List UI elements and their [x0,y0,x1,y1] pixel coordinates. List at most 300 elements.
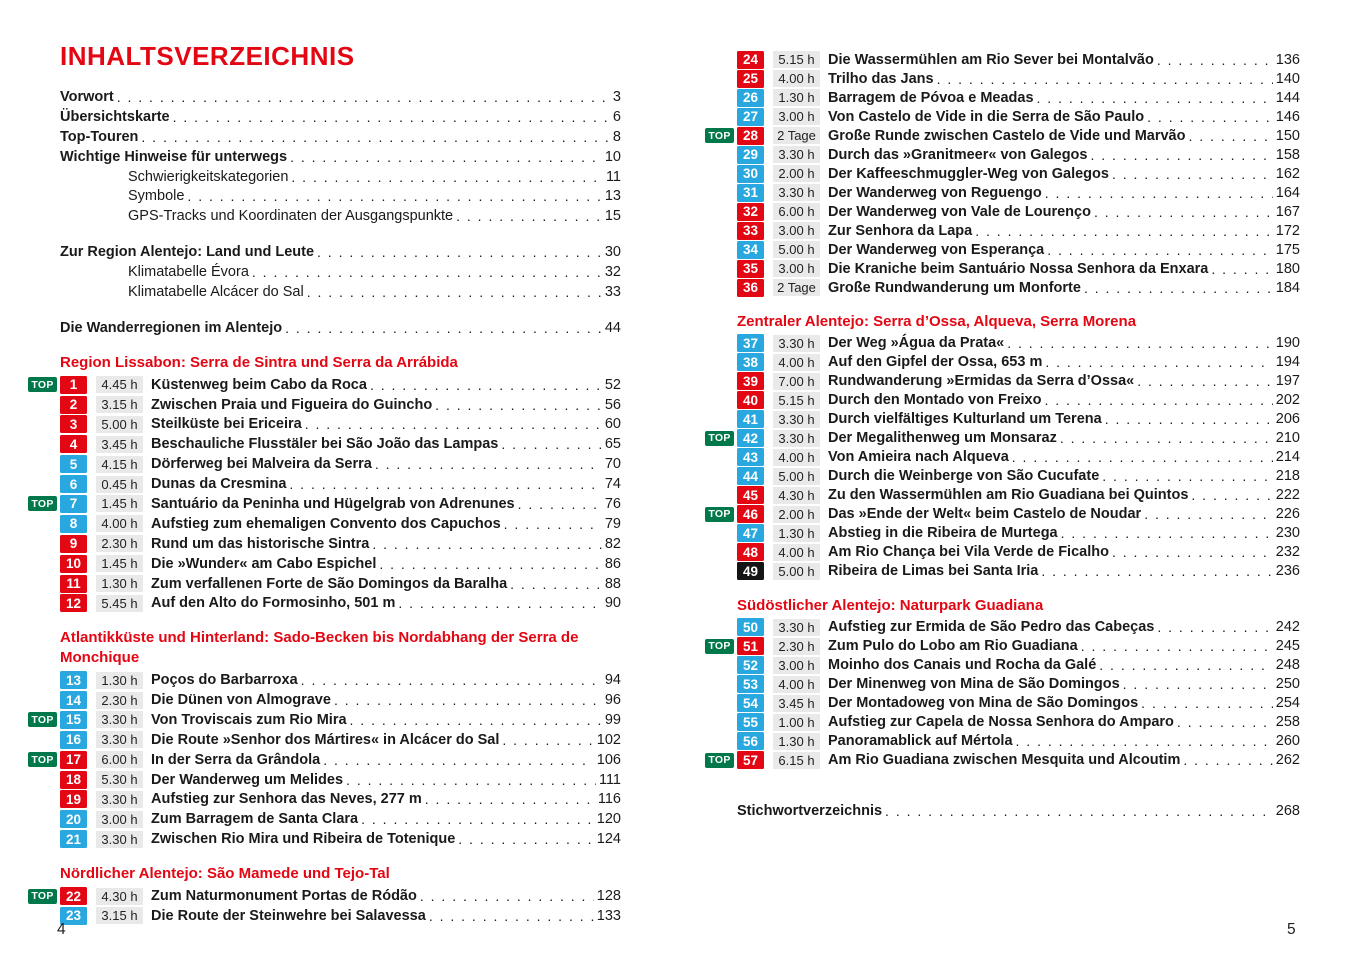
top-badge-slot [28,673,60,688]
tour-number-badge: 51 [737,637,764,655]
dot-leader [1157,52,1273,68]
tour-row [705,694,1300,713]
toc-entry-page: 8 [612,128,621,145]
tour-row [705,562,1300,581]
tour-title: Aufstieg zum ehemaligen Convento dos Capuchos [151,515,501,532]
top-badge-slot [705,109,737,124]
tour-title: Zum verfallenen Forte de São Domingos da Baralha [151,575,508,592]
toc-entry-page: 13 [604,188,621,205]
tour-page: 111 [598,771,621,788]
top-badge-slot [705,677,737,692]
toc-entry-label: Wichtige Hinweise für unterwegs [60,148,288,165]
tour-title: Moinho dos Canais und Rocha da Galé [828,657,1097,674]
tour-duration: 6.00 h [773,203,820,220]
dot-leader [1105,411,1273,427]
toc-entry-label: Übersichtskarte [60,108,170,125]
dot-leader [937,71,1273,87]
tour-duration: 5.45 h [96,595,143,612]
tour-title: Von Troviscais zum Rio Mira [151,711,347,728]
tour-number-badge: 14 [60,691,87,709]
tour-number-badge: 29 [737,146,764,164]
tour-duration: 3.00 h [773,657,820,674]
top-badge-slot [705,374,737,389]
tour-page: 214 [1275,449,1300,466]
tour-number-badge: 32 [737,203,764,221]
tour-row [705,334,1300,353]
tour-page: 206 [1275,411,1300,428]
tour-list [708,618,1300,770]
tour-row [28,434,621,454]
tour-title: Große Rundwanderung um Monforte [828,279,1081,296]
dot-leader [1037,90,1273,106]
tour-page: 136 [1275,51,1300,68]
tour-number-badge: 19 [60,790,87,808]
page-title: INHALTSVERZEICHNIS [60,41,355,71]
tour-row [705,145,1300,164]
tour-page: 245 [1275,638,1300,655]
top-badge-slot [28,457,60,472]
dot-leader [372,536,602,552]
tour-duration: 4.30 h [773,487,820,504]
toc-entry-page: 10 [604,148,621,165]
tour-row [705,278,1300,297]
dot-leader [301,672,602,688]
dot-leader [307,284,602,300]
tour-duration: 2 Tage [773,279,820,296]
dot-leader [1137,373,1273,389]
dot-leader [885,803,1273,819]
page-left [31,41,621,926]
tour-number-badge: 13 [60,671,87,689]
tour-page: 70 [604,456,621,473]
top-badge-slot [705,469,737,484]
tour-number-badge: 48 [737,543,764,561]
toc-entry [60,242,621,262]
tour-list [31,670,621,849]
dot-leader [323,752,594,768]
tour-number-badge: 22 [60,887,87,905]
tour-row [28,730,621,750]
toc-entry [60,87,621,107]
toc-entry [60,167,621,187]
dot-leader [398,595,602,611]
toc-entry [60,282,621,302]
tour-title: Aufstieg zur Senhora das Neves, 277 m [151,791,422,808]
tour-duration: 3.30 h [96,711,143,728]
toc-entry-page: 3 [612,88,621,105]
tour-row [28,395,621,415]
top-badge-slot [705,242,737,257]
tour-page: 116 [597,791,621,808]
tour-number-badge: 16 [60,731,87,749]
tour-page: 102 [596,731,621,748]
tour-duration: 3.30 h [96,831,143,848]
top-badge-slot [28,596,60,611]
tour-title: Der Kaffeeschmuggler-Weg von Galegos [828,165,1109,182]
top-badge-slot [705,715,737,730]
tour-duration: 1.30 h [773,733,820,750]
tour-list [708,50,1300,297]
tour-page: 254 [1275,695,1300,712]
tour-title: Die Route der Steinwehre bei Salavessa [151,907,426,924]
top-badge-slot [28,772,60,787]
top-badge: TOP [28,889,57,904]
dot-leader [117,89,610,105]
tour-number-badge: 49 [737,562,764,580]
tour-number-badge: 3 [60,415,87,433]
tour-title: Dunas da Cresmina [151,476,287,493]
toc-entry-page: 6 [612,108,621,125]
tour-duration: 6.15 h [773,752,820,769]
dot-leader [290,149,602,165]
toc-entry-page: 32 [604,264,621,281]
top-badge-slot [28,377,60,392]
top-badge-slot [28,752,60,767]
tour-title: Beschauliche Flusstäler bei São João das Lampas [151,436,499,453]
tour-title: Zwischen Rio Mira und Ribeira de Totenique [151,831,456,848]
top-badge-slot [705,128,737,143]
tour-row [705,88,1300,107]
page-right [708,50,1300,821]
top-badge-slot [705,753,737,768]
tour-duration: 1.45 h [96,495,143,512]
top-badge: TOP [28,496,57,511]
dot-leader [1144,506,1273,522]
tour-page: 202 [1275,392,1300,409]
tour-duration: 3.45 h [773,695,820,712]
tour-page: 82 [604,535,621,552]
dot-leader [291,169,603,185]
tour-page: 99 [604,711,621,728]
tour-title: Von Amieira nach Alqueva [828,449,1009,466]
tour-page: 236 [1275,563,1300,580]
tour-row [705,391,1300,410]
tour-title: Zum Barragem de Santa Clara [151,811,359,828]
dot-leader [1141,695,1273,711]
top-badge-slot [705,696,737,711]
top-badge-slot [28,516,60,531]
entry-list [737,802,1300,821]
tour-duration: 2.30 h [96,535,143,552]
top-badge-slot [705,90,737,105]
top-badge-slot [705,658,737,673]
tour-page: 175 [1275,241,1300,258]
tour-list [31,375,621,614]
tour-number-badge: 39 [737,372,764,390]
top-badge-slot [705,431,737,446]
tour-title: In der Serra da Grândola [151,751,321,768]
dot-leader [1191,487,1272,503]
entry-list [60,87,621,226]
tour-row [705,221,1300,240]
tour-duration: 5.00 h [96,416,143,433]
tour-number-badge: 34 [737,241,764,259]
tour-page: 197 [1275,373,1300,390]
tour-page: 167 [1275,203,1300,220]
tour-number-badge: 6 [60,475,87,493]
top-badge-slot [705,71,737,86]
tour-duration: 3.30 h [773,146,820,163]
toc-entry-label: Klimatabelle Alcácer do Sal [128,283,304,300]
tour-duration: 4.00 h [773,676,820,693]
tour-title: Der Megalithenweg um Monsaraz [828,430,1057,447]
tour-title: Rundwanderung »Ermidas da Serra d’Ossa« [828,373,1135,390]
tour-duration: 4.30 h [96,888,143,905]
tour-row [705,751,1300,770]
tour-row [705,259,1300,278]
tour-number-badge: 55 [737,713,764,731]
tour-row [28,474,621,494]
top-badge-slot [28,496,60,511]
tour-duration: 3.15 h [96,907,143,924]
tour-row [28,790,621,810]
top-badge-slot [705,545,737,560]
toc-entry-label: Die Wanderregionen im Alentejo [60,319,283,336]
tour-duration: 1.30 h [96,672,143,689]
tour-page: 162 [1275,165,1300,182]
tour-row [705,618,1300,637]
tour-duration: 5.00 h [773,563,820,580]
dot-leader [1112,166,1273,182]
tour-number-badge: 27 [737,108,764,126]
tour-row [705,353,1300,372]
dot-leader [379,556,602,572]
toc-entry-page: 33 [604,283,621,300]
tour-row [28,670,621,690]
dot-leader [1084,280,1273,296]
tour-row [28,534,621,554]
tour-title: Santuário da Peninha und Hügelgrab von Adrenunes [151,495,515,512]
tour-number-badge: 33 [737,222,764,240]
dot-leader [252,264,602,280]
tour-row [705,656,1300,675]
toc-entry [60,262,621,282]
top-badge: TOP [705,128,734,143]
tour-page: 248 [1275,657,1300,674]
tour-page: 140 [1275,70,1300,87]
tour-title: Aufstieg zur Capela de Nossa Senhora do Amparo [828,714,1174,731]
tour-number-badge: 20 [60,810,87,828]
top-badge: TOP [28,752,57,767]
section-heading: Südöstlicher Alentejo: Naturpark Guadiana [737,596,1044,614]
tour-number-badge: 8 [60,515,87,533]
dot-leader [1188,128,1272,144]
tour-row [28,710,621,730]
tour-duration: 4.00 h [773,449,820,466]
tour-page: 172 [1275,222,1300,239]
tour-title: Auf den Gipfel der Ossa, 653 m [828,354,1043,371]
tour-page: 144 [1275,89,1300,106]
dot-leader [501,436,602,452]
tour-page: 226 [1275,506,1300,523]
tour-row [28,690,621,710]
tour-duration: 6.00 h [96,751,143,768]
tour-duration: 5.15 h [773,392,820,409]
top-badge-slot [705,526,737,541]
tour-page: 120 [596,811,621,828]
tour-title: Das »Ende der Welt« beim Castelo de Noudar [828,506,1142,523]
tour-number-badge: 30 [737,165,764,183]
top-badge-slot [28,576,60,591]
tour-title: Küstenweg beim Cabo da Roca [151,376,367,393]
tour-title: Zwischen Praia und Figueira do Guincho [151,396,433,413]
dot-leader [285,320,602,336]
dot-leader [518,496,602,512]
tour-page: 79 [604,515,621,532]
tour-title: Die Dünen von Almograve [151,692,331,709]
toc-entry [60,147,621,167]
tour-title: Durch die Weinberge von São Cucufate [828,468,1100,485]
top-badge-slot [28,397,60,412]
section-heading: Zentraler Alentejo: Serra d’Ossa, Alqueva, Serra Morena [737,313,1137,330]
dot-leader [1177,714,1273,730]
top-badge: TOP [705,639,734,654]
toc-entry [60,107,621,127]
tour-duration: 1.30 h [773,89,820,106]
tour-title: Poços do Barbarroxa [151,672,298,689]
tour-row [28,594,621,614]
tour-row [28,829,621,849]
dot-leader [1041,563,1272,579]
tour-number-badge: 35 [737,260,764,278]
tour-number-badge: 15 [60,711,87,729]
tour-duration: 3.30 h [773,411,820,428]
dot-leader [1044,392,1272,408]
dot-leader [1123,676,1273,692]
top-badge: TOP [705,753,734,768]
tour-title: Ribeira de Limas bei Santa Iria [828,563,1039,580]
tour-number-badge: 10 [60,555,87,573]
toc-entry-page: 44 [604,319,621,336]
tour-page: 128 [596,888,621,905]
tour-duration: 3.30 h [96,791,143,808]
tour-duration: 3.00 h [96,811,143,828]
tour-title: Der Montadoweg von Mina de São Domingos [828,695,1139,712]
top-badge-slot [705,336,737,351]
tour-title: Steilküste bei Ericeira [151,416,302,433]
toc-entry-label: Stichwortverzeichnis [737,803,883,820]
tour-title: Am Rio Chança bei Vila Verde de Ficalho [828,544,1109,561]
tour-title: Barragem de Póvoa e Meadas [828,89,1034,106]
tour-page: 242 [1275,619,1300,636]
dot-leader [334,692,602,708]
tour-title: Der Minenweg von Mina de São Domingos [828,676,1120,693]
tour-duration: 2.00 h [773,506,820,523]
tour-number-badge: 43 [737,448,764,466]
tour-page: 180 [1275,260,1300,277]
top-badge-slot [705,166,737,181]
toc-entry [60,127,621,147]
tour-page: 218 [1275,468,1300,485]
page-number-right: 5 [1287,921,1296,938]
top-badge-slot [705,450,737,465]
dot-leader [1112,544,1273,560]
section-heading: Nördlicher Alentejo: São Mamede und Tejo-Tal [60,865,390,883]
tour-duration: 2.00 h [773,165,820,182]
dot-leader [1183,752,1272,768]
tour-duration: 7.00 h [773,373,820,390]
tour-number-badge: 17 [60,751,87,769]
tour-title: Der Wanderweg von Reguengo [828,184,1042,201]
tour-row [28,554,621,574]
tour-number-badge: 44 [737,467,764,485]
tour-title: Auf den Alto do Formosinho, 501 m [151,595,396,612]
right-page-content [708,50,1300,821]
tour-number-badge: 52 [737,656,764,674]
tour-page: 86 [604,555,621,572]
tour-number-badge: 23 [60,907,87,925]
tour-title: Rund um das historische Sintra [151,535,370,552]
tour-row [705,183,1300,202]
top-badge-slot [705,147,737,162]
top-badge-slot [705,564,737,579]
tour-row [28,750,621,770]
toc-entry-page: 268 [1275,803,1300,820]
tour-row [28,906,621,926]
top-badge: TOP [28,712,57,727]
top-badge-slot [28,832,60,847]
tour-duration: 4.00 h [773,354,820,371]
tour-title: Die Wassermühlen am Rio Sever bei Montalvão [828,51,1154,68]
top-badge-slot [705,261,737,276]
dot-leader [173,109,610,125]
dot-leader [1099,657,1273,673]
top-badge-slot [28,536,60,551]
tour-number-badge: 25 [737,70,764,88]
tour-row [705,448,1300,467]
toc-entry [60,206,621,226]
tour-title: Trilho das Jans [828,70,934,87]
dot-leader [1157,619,1272,635]
tour-title: Aufstieg zur Ermida de São Pedro das Cabeças [828,619,1155,636]
tour-row [705,467,1300,486]
tour-title: Die Route »Senhor dos Mártires« in Alcácer do Sal [151,731,500,748]
tour-row [705,107,1300,126]
tour-duration: 1.00 h [773,714,820,731]
tour-number-badge: 4 [60,435,87,453]
tour-row [705,126,1300,145]
dot-leader [1102,468,1273,484]
tour-row [705,372,1300,391]
tour-row [28,414,621,434]
dot-leader [1045,354,1272,370]
dot-leader [975,223,1273,239]
top-badge-slot [705,393,737,408]
tour-number-badge: 40 [737,391,764,409]
tour-title: Zur Senhora da Lapa [828,222,973,239]
dot-leader [305,416,602,432]
dot-leader [1016,733,1273,749]
tour-page: 133 [596,907,621,924]
left-page-content [31,87,621,926]
page-number-left: 4 [57,921,66,938]
tour-duration: 3.30 h [96,731,143,748]
tour-duration: 5.00 h [773,241,820,258]
top-badge-slot [28,417,60,432]
top-badge-slot [28,889,60,904]
tour-page: 94 [604,672,621,689]
tour-page: 90 [604,595,621,612]
tour-duration: 4.00 h [773,544,820,561]
tour-page: 124 [596,831,621,848]
tour-page: 258 [1275,714,1300,731]
tour-number-badge: 38 [737,353,764,371]
tour-page: 184 [1275,279,1300,296]
top-badge-slot [28,712,60,727]
dot-leader [375,456,602,472]
tour-number-badge: 36 [737,279,764,297]
tour-row [705,429,1300,448]
